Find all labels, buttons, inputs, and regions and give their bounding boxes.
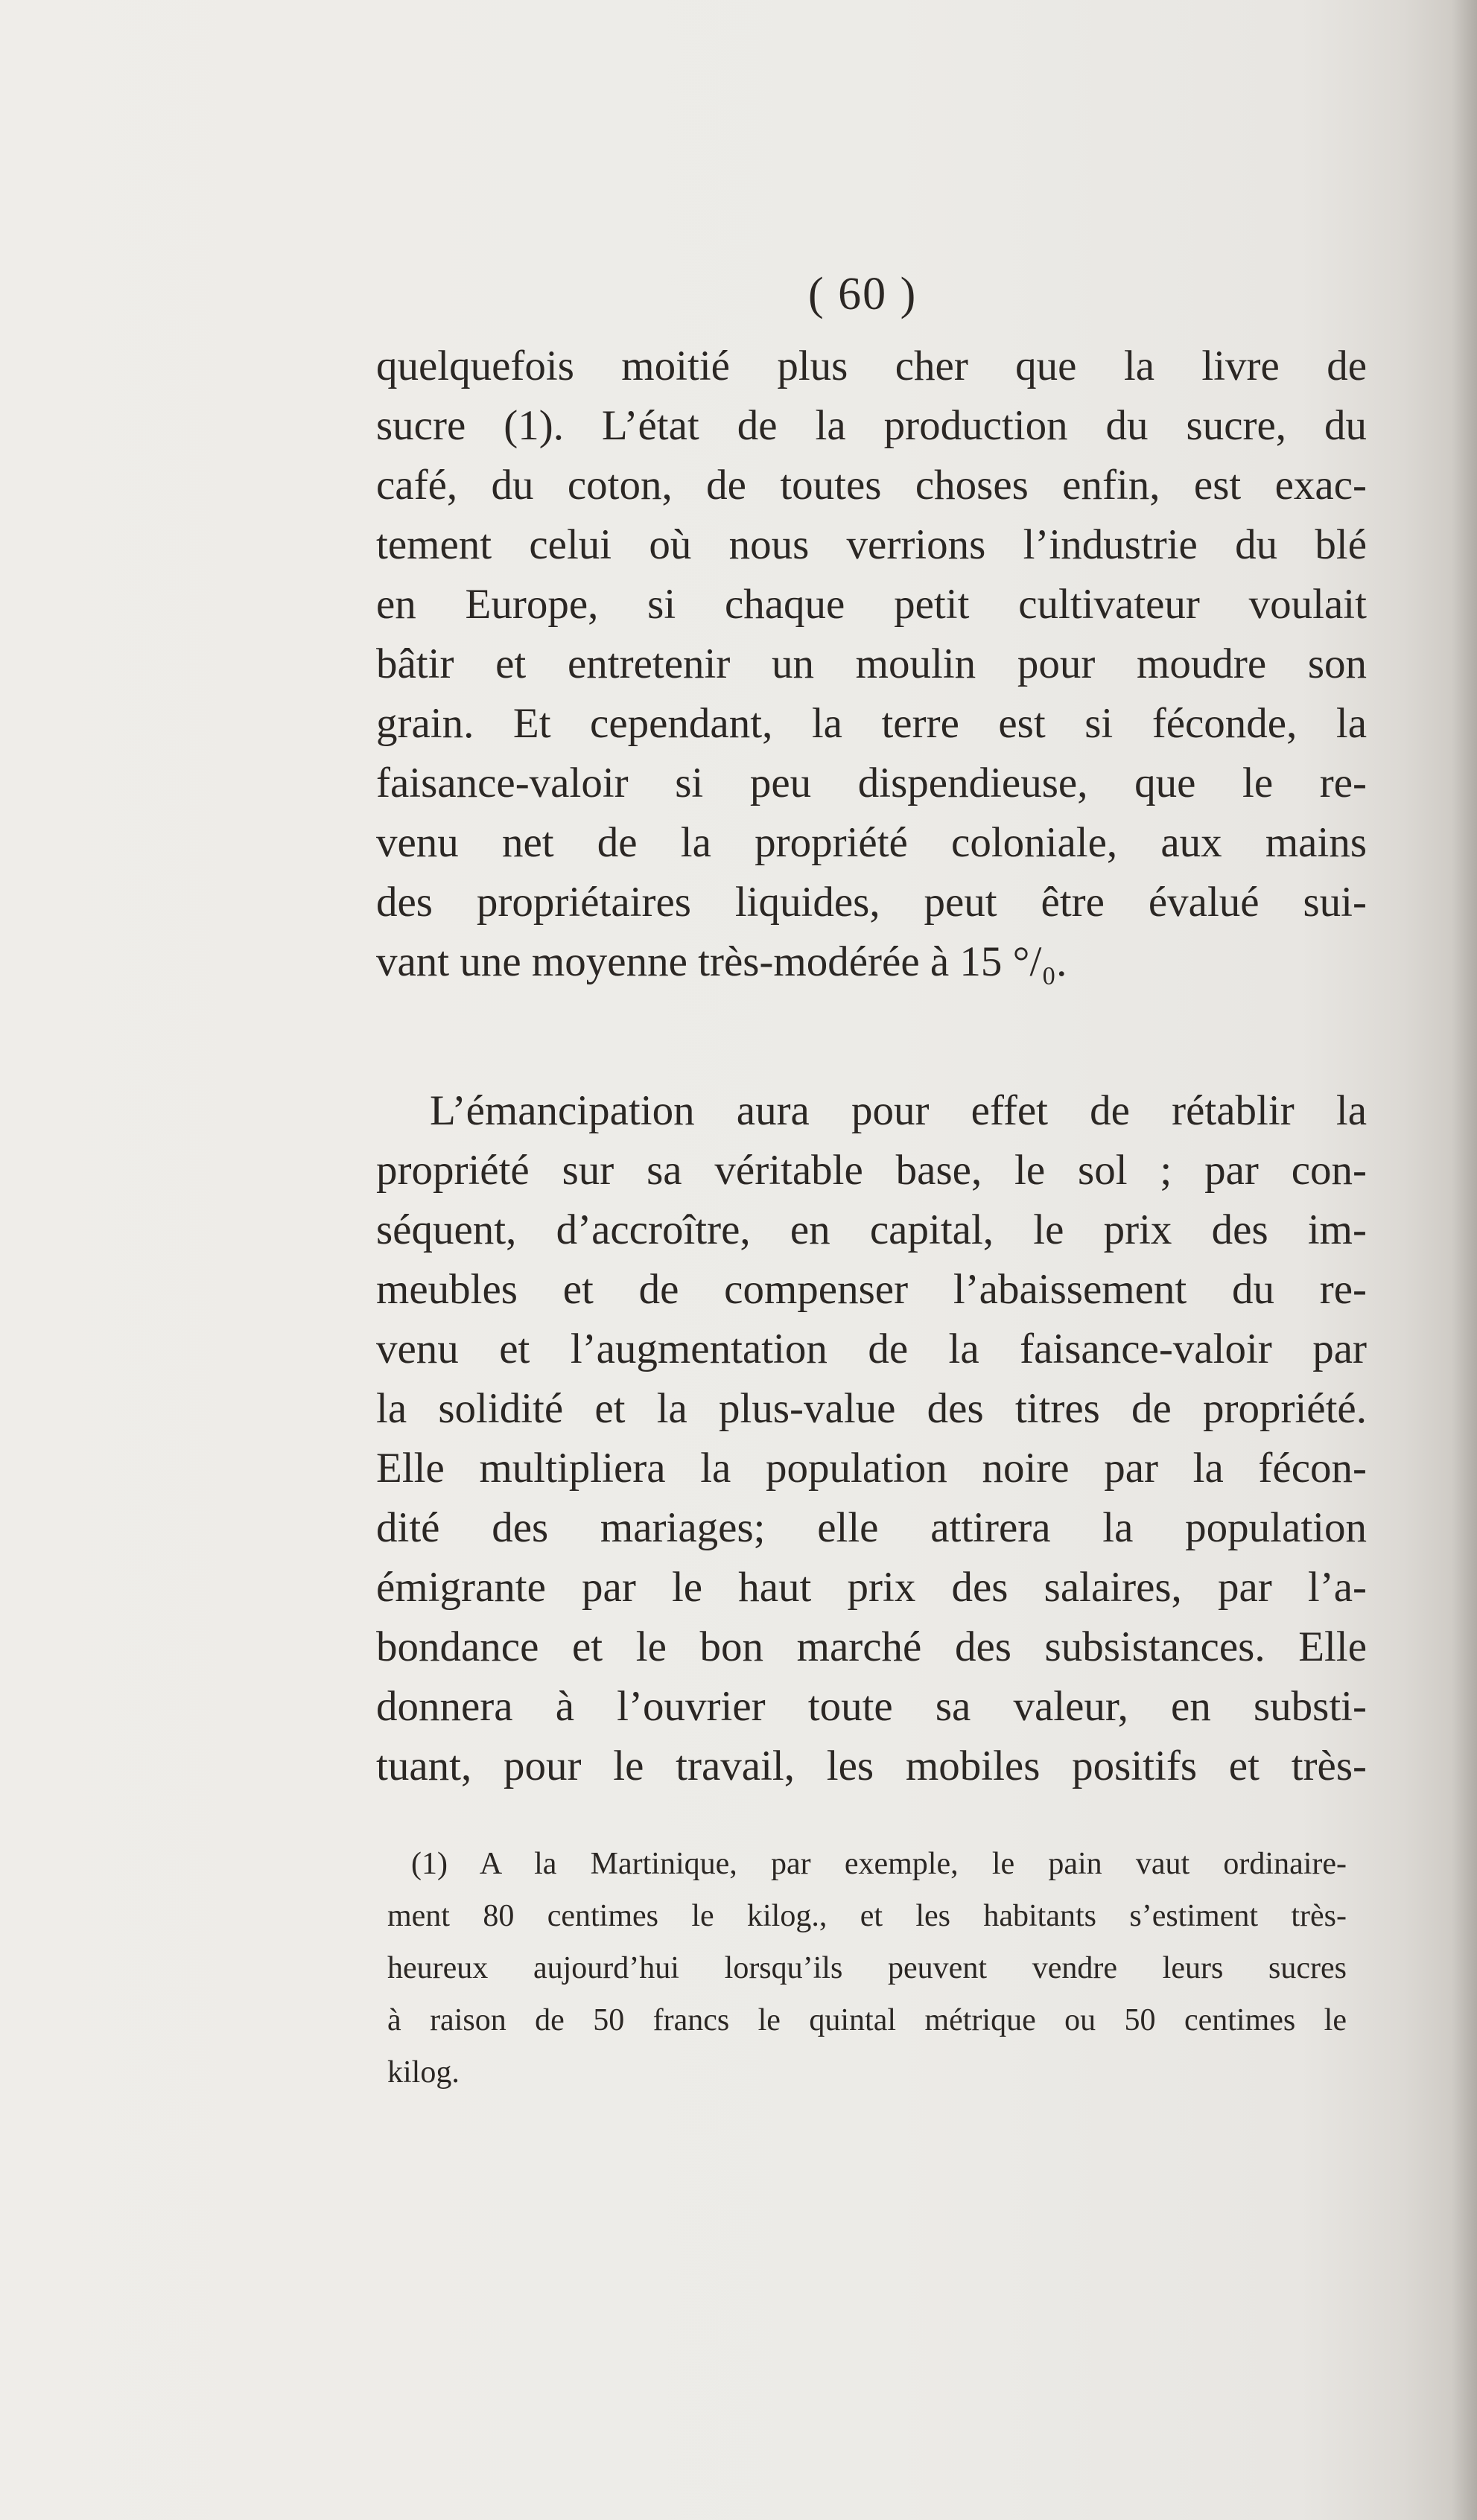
text-line: venu et l’augmentation de la faisance-valoir par — [376, 1326, 1367, 1372]
text-line: vant une moyenne très-modérée à 15 °/₀. — [376, 938, 1067, 985]
page-edge-shadow — [1452, 0, 1477, 2520]
text-line: tuant, pour le travail, les mobiles positifs et très- — [376, 1743, 1367, 1789]
text-line: Elle multipliera la population noire par la fécon- — [376, 1445, 1367, 1492]
text-line: L’émancipation aura pour effet de rétablir la — [430, 1087, 1367, 1134]
main-text — [376, 337, 1367, 1796]
text-line: en Europe, si chaque petit cultivateur voulait — [376, 581, 1367, 628]
paragraph-1 — [376, 337, 1367, 992]
footnote-line: ment 80 centimes le kilog., et les habitants s’estiment très- — [387, 1899, 1347, 1933]
footnote-line: à raison de 50 francs le quintal métrique ou 50 centimes le — [387, 2003, 1347, 2037]
text-line: propriété sur sa véritable base, le sol ; par con- — [376, 1147, 1367, 1194]
text-line: tement celui où nous verrions l’industrie du blé — [376, 521, 1367, 568]
text-line: des propriétaires liquides, peut être évalué sui- — [376, 879, 1367, 926]
text-line: grain. Et cependant, la terre est si féconde, la — [376, 700, 1367, 747]
text-line: la solidité et la plus-value des titres de propriété. — [376, 1385, 1367, 1432]
text-line: émigrante par le haut prix des salaires, par l’a- — [376, 1564, 1367, 1611]
text-line: séquent, d’accroître, en capital, le prix des im- — [376, 1206, 1367, 1253]
text-line: quelquefois moitié plus cher que la livre de — [376, 343, 1367, 389]
text-line: meubles et de compenser l’abaissement du re- — [376, 1266, 1367, 1313]
text-line: café, du coton, de toutes choses enfin, est exac- — [376, 462, 1367, 509]
text-line: venu net de la propriété coloniale, aux mains — [376, 819, 1367, 866]
footnote-line: heureux aujourd’hui lorsqu’ils peuvent vendre leurs sucres — [387, 1951, 1347, 1985]
text-line: sucre (1). L’état de la production du sucre, du — [376, 402, 1367, 449]
paragraph-2 — [376, 1081, 1367, 1796]
page-number: ( 60 ) — [808, 269, 918, 319]
text-line: dité des mariages; elle attirera la population — [376, 1504, 1367, 1551]
text-line: bondance et le bon marché des subsistances. Elle — [376, 1623, 1367, 1670]
footnote — [387, 1838, 1347, 2099]
footnote-line: kilog. — [387, 2055, 460, 2090]
text-line: donnera à l’ouvrier toute sa valeur, en substi- — [376, 1683, 1367, 1730]
text-line: faisance-valoir si peu dispendieuse, que le re- — [376, 760, 1367, 806]
text-line: bâtir et entretenir un moulin pour moudre son — [376, 640, 1367, 687]
footnote-line: (1) A la Martinique, par exemple, le pain vaut ordinaire- — [411, 1847, 1347, 1881]
paragraph-gap — [376, 992, 1367, 1081]
